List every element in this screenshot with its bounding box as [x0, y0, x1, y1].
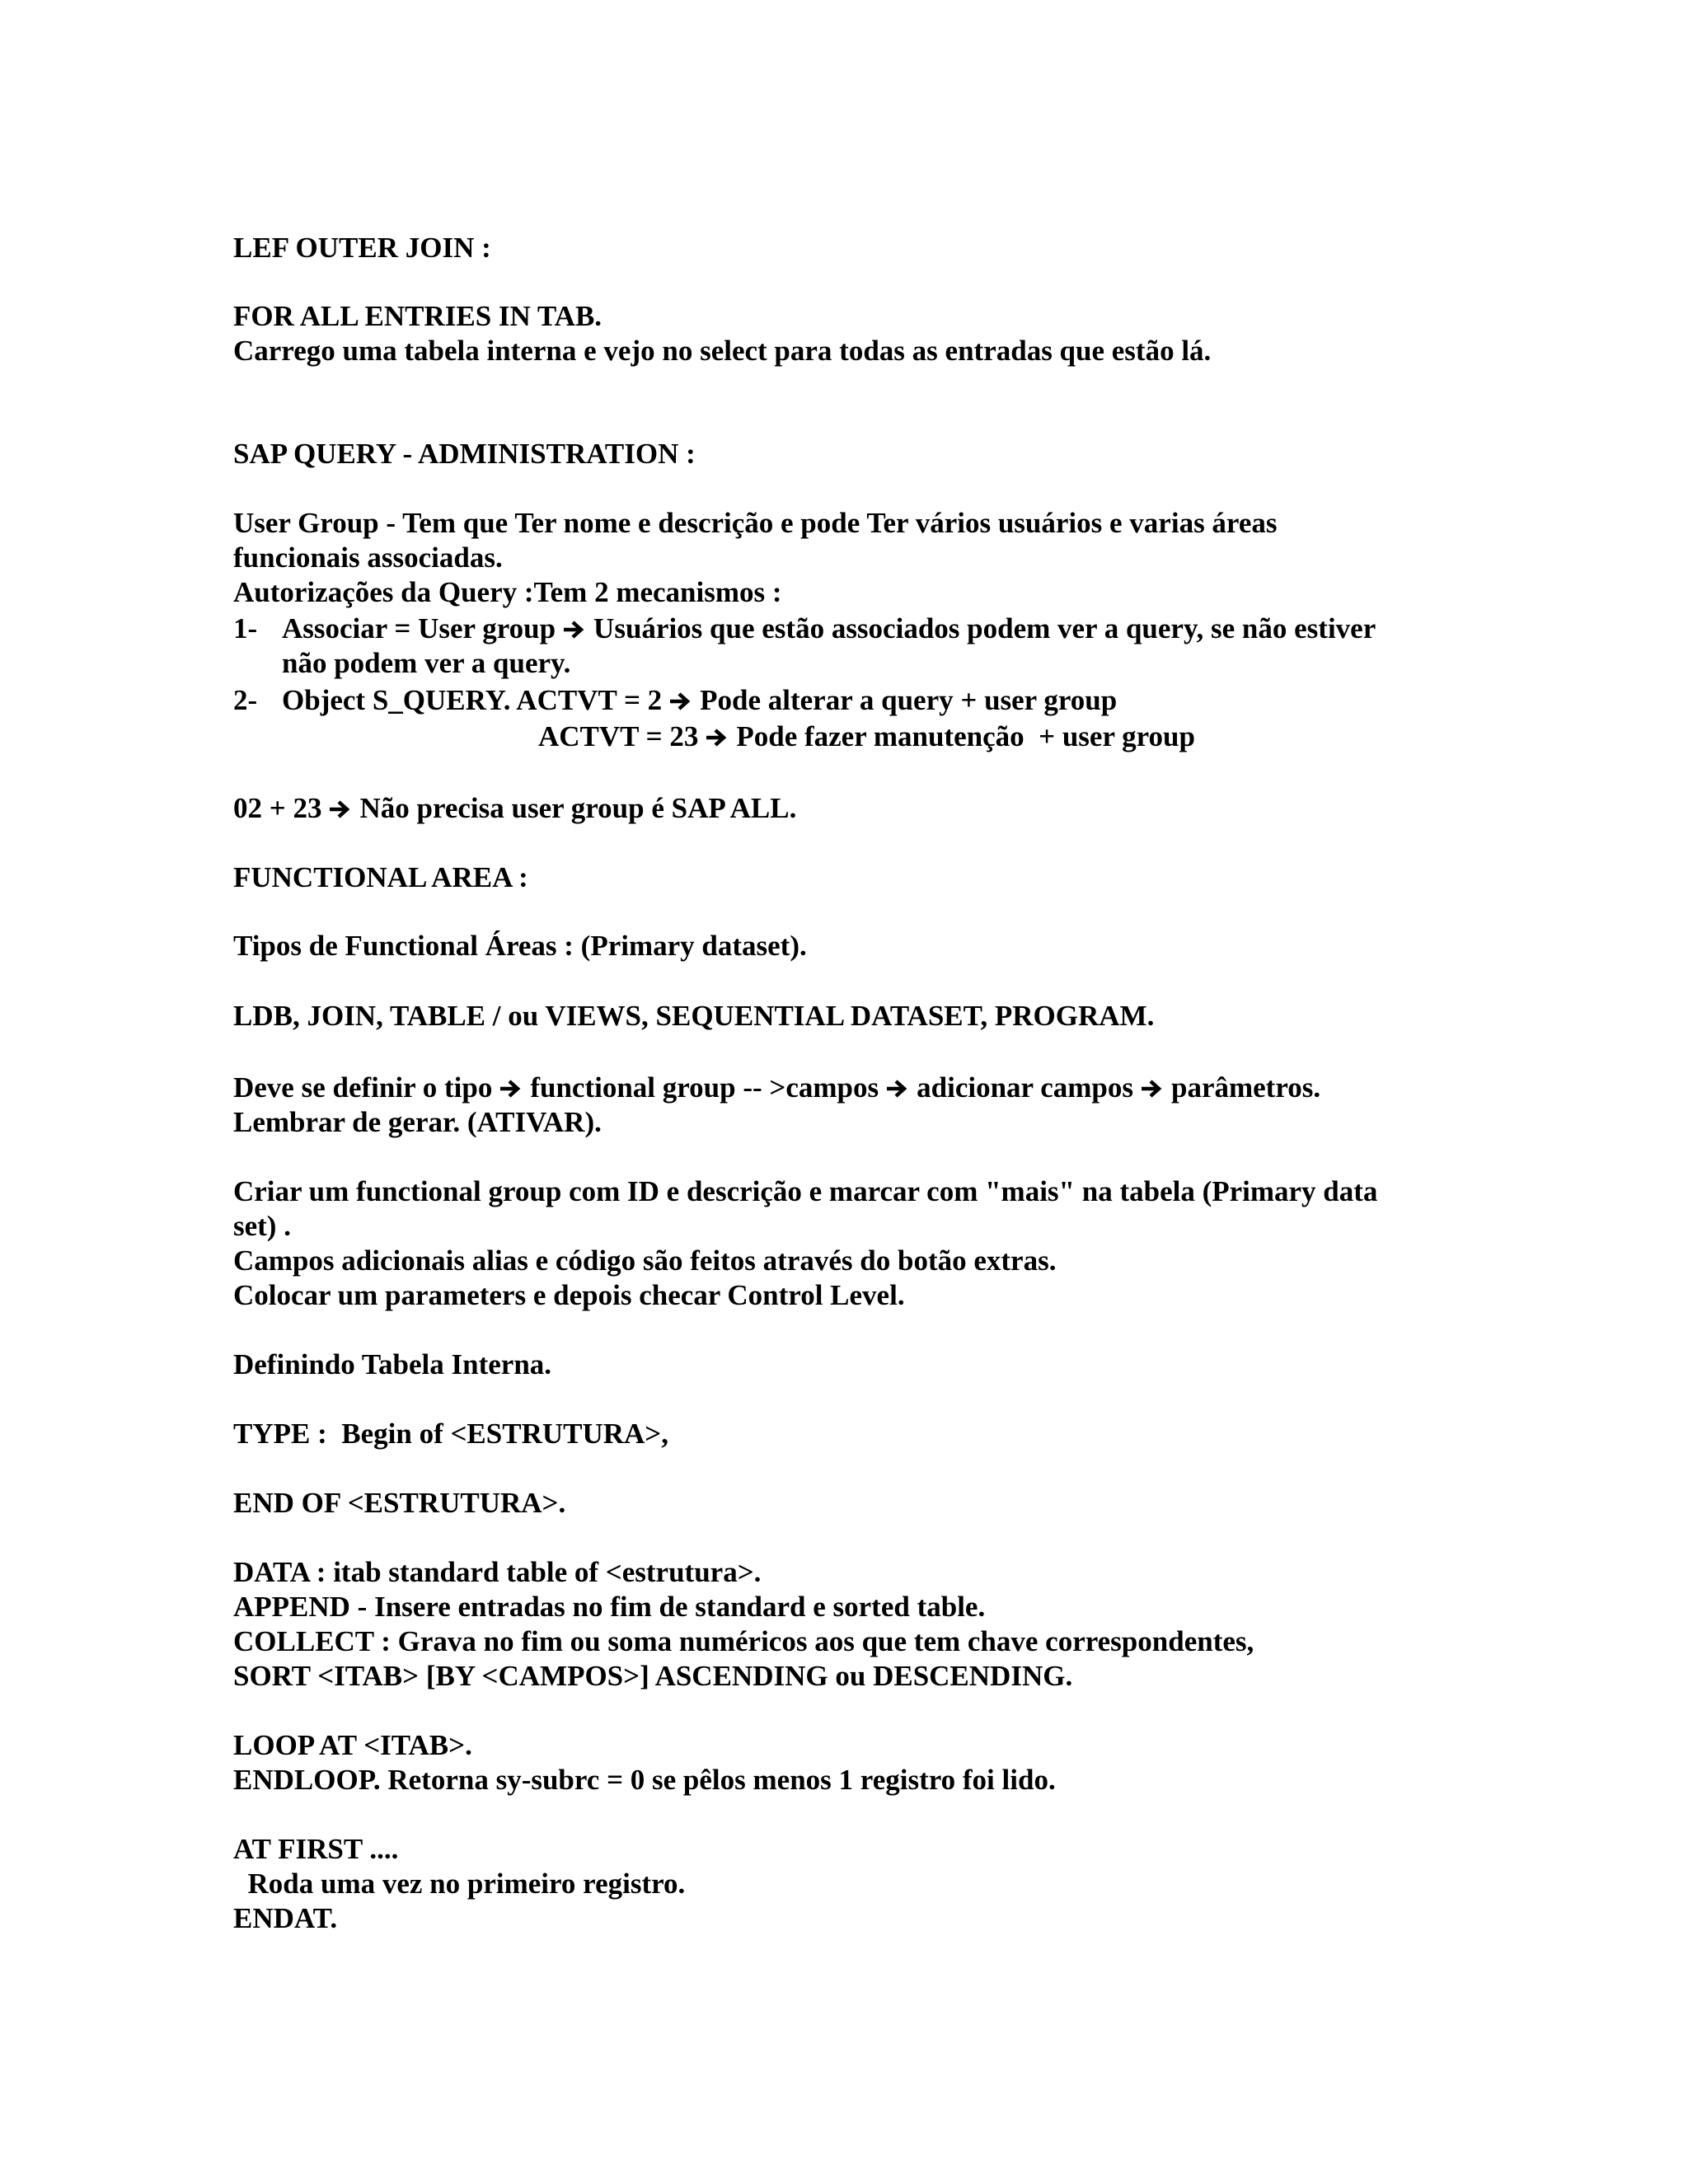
text-segment: ACTVT = 23	[538, 720, 699, 752]
arrow-right-icon	[562, 620, 585, 640]
code-line: Roda uma vez no primeiro registro.	[233, 1868, 686, 1900]
arrow-right-icon	[885, 1079, 908, 1099]
heading-for-all-entries: FOR ALL ENTRIES IN TAB.	[233, 300, 603, 332]
text-segment: Deve se definir o tipo	[233, 1071, 493, 1104]
text-segment: Não precisa user group é SAP ALL.	[359, 792, 797, 824]
text-segment: Pode alterar a query + user group	[700, 684, 1118, 716]
list-item	[282, 686, 1117, 715]
text-line: set) .	[233, 1210, 291, 1242]
code-line: COLLECT : Grava no fim ou soma numéricos aos que tem chave correspondentes,	[233, 1625, 1254, 1657]
code-line: ENDAT.	[233, 1902, 338, 1934]
arrow-right-icon	[705, 728, 728, 748]
list-number: 2-	[233, 684, 258, 716]
text-line: funcionais associadas.	[233, 541, 503, 574]
text-segment: parâmetros.	[1170, 1071, 1321, 1104]
text-line: não podem ver a query.	[282, 647, 571, 679]
code-line: APPEND - Insere entradas no fim de standard e sorted table.	[233, 1591, 986, 1623]
text-line: Autorizações da Query :Tem 2 mecanismos :	[233, 576, 782, 608]
heading-definindo-tabela-interna: Definindo Tabela Interna.	[233, 1348, 552, 1380]
code-line: LOOP AT <ITAB>.	[233, 1729, 472, 1761]
text-line: User Group - Tem que Ter nome e descrição e pode Ter vários usuários e varias áreas	[233, 507, 1278, 539]
code-line: TYPE : Begin of <ESTRUTURA>,	[233, 1418, 668, 1450]
text-segment: Usuários que estão associados podem ver a query, se não estiver	[593, 612, 1376, 644]
text-line	[233, 794, 796, 823]
text-line: Criar um functional group com ID e descrição e marcar com "mais" na tabela (Primary data	[233, 1175, 1378, 1207]
text-segment: adicionar campos	[917, 1071, 1133, 1104]
text-line: Lembrar de gerar. (ATIVAR).	[233, 1106, 602, 1138]
text-segment: Associar = User group	[282, 612, 556, 644]
text-segment: Object S_QUERY. ACTVT = 2	[282, 684, 663, 716]
code-line: ENDLOOP. Retorna sy-subrc = 0 se pêlos menos 1 registro foi lido.	[233, 1764, 1056, 1796]
arrow-right-icon	[328, 799, 351, 819]
text-segment: functional group -- >campos	[530, 1071, 879, 1104]
code-line: DATA : itab standard table of <estrutura>.	[233, 1556, 762, 1588]
heading-functional-area: FUNCTIONAL AREA :	[233, 861, 528, 893]
code-line: END OF <ESTRUTURA>.	[233, 1487, 566, 1519]
text-segment: Pode fazer manutenção + user group	[736, 720, 1195, 752]
text-line: Campos adicionais alias e código são feitos através do botão extras.	[233, 1244, 1057, 1277]
text-line: LDB, JOIN, TABLE / ou VIEWS, SEQUENTIAL DATASET, PROGRAM.	[233, 1000, 1155, 1032]
text-line: Carrego uma tabela interna e vejo no select para todas as entradas que estão lá.	[233, 335, 1212, 367]
heading-sap-query-administration: SAP QUERY - ADMINISTRATION :	[233, 438, 696, 470]
heading-left-outer-join: LEF OUTER JOIN :	[233, 232, 491, 264]
list-item	[282, 614, 1376, 643]
code-line: SORT <ITAB> [BY <CAMPOS>] ASCENDING ou DESCENDING.	[233, 1660, 1073, 1692]
text-segment: 02 + 23	[233, 792, 322, 824]
text-line: Colocar um parameters e depois checar Control Level.	[233, 1279, 905, 1311]
text-line	[538, 722, 1195, 751]
text-line	[233, 1073, 1320, 1102]
arrow-right-icon	[499, 1079, 522, 1099]
code-line: AT FIRST ....	[233, 1833, 399, 1865]
arrow-right-icon	[668, 691, 692, 711]
text-line: Tipos de Functional Áreas : (Primary dataset).	[233, 930, 807, 962]
arrow-right-icon	[1140, 1079, 1163, 1099]
list-number: 1-	[233, 612, 258, 644]
